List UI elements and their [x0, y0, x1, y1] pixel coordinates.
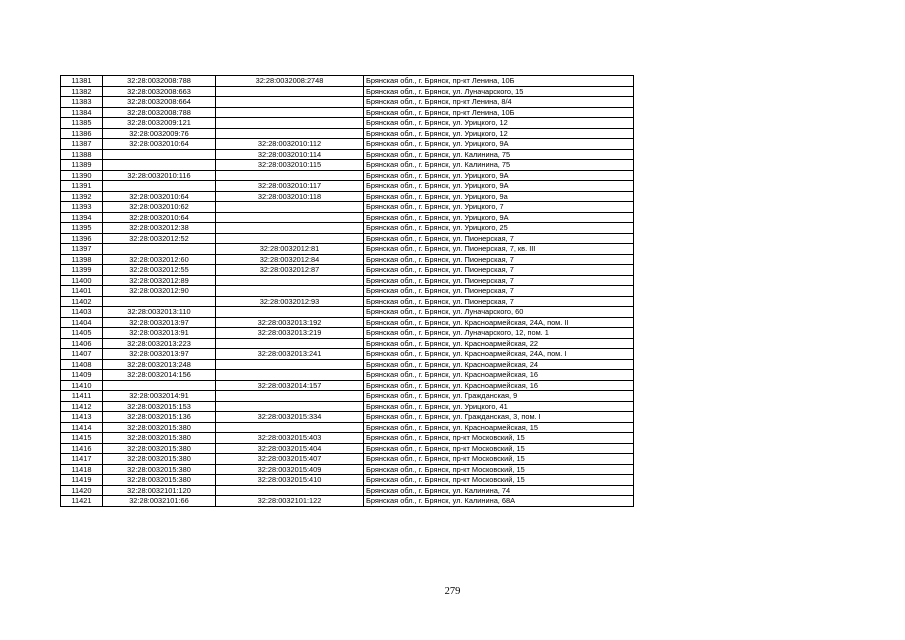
linked-cadastral-number-cell: 32:28:0032010:112 [216, 139, 364, 150]
table-row [61, 202, 634, 213]
linked-cadastral-number-cell: 32:28:0032010:118 [216, 191, 364, 202]
address-cell: Брянская обл., г. Брянск, ул. Пионерская, 7 [364, 254, 634, 265]
linked-cadastral-number-cell: 32:28:0032015:407 [216, 454, 364, 465]
cadastral-number-cell: 32:28:0032015:136 [103, 412, 216, 423]
cadastral-number-cell: 32:28:0032008:664 [103, 97, 216, 108]
linked-cadastral-number-cell: 32:28:0032012:84 [216, 254, 364, 265]
row-number-cell: 11401 [61, 286, 103, 297]
row-number-cell: 11389 [61, 160, 103, 171]
row-number-cell: 11413 [61, 412, 103, 423]
table-row [61, 76, 634, 87]
cadastral-number-cell: 32:28:0032015:380 [103, 422, 216, 433]
cadastral-number-cell: 32:28:0032012:90 [103, 286, 216, 297]
cadastral-number-cell [103, 149, 216, 160]
row-number-cell: 11418 [61, 464, 103, 475]
row-number-cell: 11384 [61, 107, 103, 118]
address-cell: Брянская обл., г. Брянск, пр-кт Московский, 15 [364, 464, 634, 475]
cadastral-number-cell: 32:28:0032012:55 [103, 265, 216, 276]
address-cell: Брянская обл., г. Брянск, ул. Пионерская, 7 [364, 296, 634, 307]
linked-cadastral-number-cell [216, 307, 364, 318]
linked-cadastral-number-cell [216, 86, 364, 97]
linked-cadastral-number-cell [216, 391, 364, 402]
linked-cadastral-number-cell [216, 233, 364, 244]
address-cell: Брянская обл., г. Брянск, пр-кт Московский, 15 [364, 443, 634, 454]
table-row [61, 212, 634, 223]
address-cell: Брянская обл., г. Брянск, пр-кт Московский, 15 [364, 433, 634, 444]
linked-cadastral-number-cell [216, 170, 364, 181]
page-number: 279 [444, 586, 461, 597]
address-cell: Брянская обл., г. Брянск, ул. Калинина, 75 [364, 149, 634, 160]
cadastral-number-cell: 32:28:0032014:156 [103, 370, 216, 381]
address-cell: Брянская обл., г. Брянск, ул. Красноармейская, 15 [364, 422, 634, 433]
cadastral-number-cell: 32:28:0032010:116 [103, 170, 216, 181]
cadastral-number-cell: 32:28:0032014:91 [103, 391, 216, 402]
cadastral-number-cell: 32:28:0032009:76 [103, 128, 216, 139]
row-number-cell: 11405 [61, 328, 103, 339]
address-cell: Брянская обл., г. Брянск, ул. Красноармейская, 16 [364, 370, 634, 381]
table-row [61, 160, 634, 171]
table-row [61, 349, 634, 360]
cadastral-number-cell [103, 160, 216, 171]
cadastral-number-cell: 32:28:0032012:60 [103, 254, 216, 265]
linked-cadastral-number-cell [216, 401, 364, 412]
table-row [61, 328, 634, 339]
register-body [61, 76, 634, 507]
row-number-cell: 11402 [61, 296, 103, 307]
table-row [61, 265, 634, 276]
table-row [61, 128, 634, 139]
address-cell: Брянская обл., г. Брянск, ул. Пионерская, 7, кв. III [364, 244, 634, 255]
linked-cadastral-number-cell: 32:28:0032010:114 [216, 149, 364, 160]
table-row [61, 254, 634, 265]
address-cell: Брянская обл., г. Брянск, пр-кт Московский, 15 [364, 475, 634, 486]
row-number-cell: 11414 [61, 422, 103, 433]
address-cell: Брянская обл., г. Брянск, ул. Гражданская, 3, пом. I [364, 412, 634, 423]
row-number-cell: 11393 [61, 202, 103, 213]
linked-cadastral-number-cell [216, 286, 364, 297]
cadastral-number-cell: 32:28:0032010:64 [103, 191, 216, 202]
linked-cadastral-number-cell: 32:28:0032013:219 [216, 328, 364, 339]
table-row [61, 443, 634, 454]
row-number-cell: 11420 [61, 485, 103, 496]
row-number-cell: 11397 [61, 244, 103, 255]
cadastral-number-cell: 32:28:0032015:380 [103, 475, 216, 486]
row-number-cell: 11411 [61, 391, 103, 402]
table-row [61, 391, 634, 402]
row-number-cell: 11419 [61, 475, 103, 486]
linked-cadastral-number-cell: 32:28:0032014:157 [216, 380, 364, 391]
address-cell: Брянская обл., г. Брянск, пр-кт Московский, 15 [364, 454, 634, 465]
linked-cadastral-number-cell: 32:28:0032008:2748 [216, 76, 364, 87]
cadastral-number-cell [103, 380, 216, 391]
cadastral-number-cell: 32:28:0032010:62 [103, 202, 216, 213]
row-number-cell: 11394 [61, 212, 103, 223]
cadastral-number-cell: 32:28:0032013:97 [103, 349, 216, 360]
cadastral-number-cell: 32:28:0032012:52 [103, 233, 216, 244]
table-row [61, 433, 634, 444]
row-number-cell: 11421 [61, 496, 103, 507]
row-number-cell: 11412 [61, 401, 103, 412]
linked-cadastral-number-cell [216, 370, 364, 381]
linked-cadastral-number-cell [216, 359, 364, 370]
table-row [61, 485, 634, 496]
address-cell: Брянская обл., г. Брянск, ул. Луначарского, 60 [364, 307, 634, 318]
row-number-cell: 11403 [61, 307, 103, 318]
table-row [61, 496, 634, 507]
table-row [61, 401, 634, 412]
table-row [61, 359, 634, 370]
cadastral-number-cell: 32:28:0032008:788 [103, 107, 216, 118]
table-row [61, 191, 634, 202]
row-number-cell: 11386 [61, 128, 103, 139]
row-number-cell: 11409 [61, 370, 103, 381]
table-row [61, 181, 634, 192]
cadastral-number-cell: 32:28:0032013:110 [103, 307, 216, 318]
address-cell: Брянская обл., г. Брянск, ул. Урицкого, 9А [364, 181, 634, 192]
linked-cadastral-number-cell: 32:28:0032012:93 [216, 296, 364, 307]
cadastral-number-cell: 32:28:0032008:663 [103, 86, 216, 97]
cadastral-number-cell [103, 296, 216, 307]
linked-cadastral-number-cell: 32:28:0032015:410 [216, 475, 364, 486]
linked-cadastral-number-cell: 32:28:0032012:87 [216, 265, 364, 276]
address-cell: Брянская обл., г. Брянск, ул. Красноармейская, 22 [364, 338, 634, 349]
address-cell: Брянская обл., г. Брянск, ул. Пионерская, 7 [364, 275, 634, 286]
table-row [61, 107, 634, 118]
linked-cadastral-number-cell: 32:28:0032101:122 [216, 496, 364, 507]
table-row [61, 275, 634, 286]
address-cell: Брянская обл., г. Брянск, ул. Урицкого, 12 [364, 118, 634, 129]
cadastral-number-cell: 32:28:0032015:153 [103, 401, 216, 412]
address-cell: Брянская обл., г. Брянск, ул. Гражданская, 9 [364, 391, 634, 402]
linked-cadastral-number-cell: 32:28:0032010:117 [216, 181, 364, 192]
address-cell: Брянская обл., г. Брянск, ул. Красноармейская, 24А, пом. II [364, 317, 634, 328]
address-cell: Брянская обл., г. Брянск, ул. Пионерская, 7 [364, 286, 634, 297]
table-row [61, 97, 634, 108]
linked-cadastral-number-cell: 32:28:0032010:115 [216, 160, 364, 171]
linked-cadastral-number-cell [216, 485, 364, 496]
address-cell: Брянская обл., г. Брянск, ул. Калинина, 75 [364, 160, 634, 171]
address-cell: Брянская обл., г. Брянск, ул. Урицкого, 41 [364, 401, 634, 412]
row-number-cell: 11406 [61, 338, 103, 349]
linked-cadastral-number-cell [216, 202, 364, 213]
row-number-cell: 11404 [61, 317, 103, 328]
row-number-cell: 11388 [61, 149, 103, 160]
address-cell: Брянская обл., г. Брянск, ул. Красноармейская, 24А, пом. I [364, 349, 634, 360]
cadastral-number-cell: 32:28:0032101:120 [103, 485, 216, 496]
cadastral-number-cell: 32:28:0032015:380 [103, 464, 216, 475]
table-row [61, 338, 634, 349]
linked-cadastral-number-cell [216, 107, 364, 118]
table-row [61, 380, 634, 391]
cadastral-number-cell [103, 244, 216, 255]
address-cell: Брянская обл., г. Брянск, ул. Калинина, 74 [364, 485, 634, 496]
address-cell: Брянская обл., г. Брянск, ул. Урицкого, 9А [364, 139, 634, 150]
cadastral-number-cell: 32:28:0032013:223 [103, 338, 216, 349]
linked-cadastral-number-cell [216, 223, 364, 234]
cadastral-number-cell: 32:28:0032009:121 [103, 118, 216, 129]
cadastral-number-cell: 32:28:0032015:380 [103, 454, 216, 465]
table-row [61, 286, 634, 297]
linked-cadastral-number-cell: 32:28:0032012:81 [216, 244, 364, 255]
linked-cadastral-number-cell [216, 128, 364, 139]
address-cell: Брянская обл., г. Брянск, ул. Урицкого, 9а [364, 191, 634, 202]
row-number-cell: 11398 [61, 254, 103, 265]
row-number-cell: 11390 [61, 170, 103, 181]
row-number-cell: 11392 [61, 191, 103, 202]
linked-cadastral-number-cell: 32:28:0032013:192 [216, 317, 364, 328]
row-number-cell: 11415 [61, 433, 103, 444]
table-row [61, 454, 634, 465]
table-row [61, 422, 634, 433]
linked-cadastral-number-cell: 32:28:0032015:404 [216, 443, 364, 454]
row-number-cell: 11387 [61, 139, 103, 150]
cadastral-number-cell: 32:28:0032013:97 [103, 317, 216, 328]
cadastral-number-cell: 32:28:0032013:248 [103, 359, 216, 370]
address-cell: Брянская обл., г. Брянск, пр-кт Ленина, 10Б [364, 76, 634, 87]
linked-cadastral-number-cell [216, 275, 364, 286]
cadastral-number-cell: 32:28:0032012:38 [103, 223, 216, 234]
address-cell: Брянская обл., г. Брянск, ул. Урицкого, 25 [364, 223, 634, 234]
cadastral-number-cell: 32:28:0032015:380 [103, 433, 216, 444]
row-number-cell: 11385 [61, 118, 103, 129]
cadastral-number-cell [103, 181, 216, 192]
table-row [61, 244, 634, 255]
address-cell: Брянская обл., г. Брянск, ул. Красноармейская, 24 [364, 359, 634, 370]
table-row [61, 317, 634, 328]
table-row [61, 296, 634, 307]
address-cell: Брянская обл., г. Брянск, ул. Пионерская, 7 [364, 265, 634, 276]
table-row [61, 139, 634, 150]
row-number-cell: 11383 [61, 97, 103, 108]
address-cell: Брянская обл., г. Брянск, ул. Урицкого, 9А [364, 212, 634, 223]
table-row [61, 149, 634, 160]
linked-cadastral-number-cell: 32:28:0032015:403 [216, 433, 364, 444]
table-row [61, 412, 634, 423]
cadastral-number-cell: 32:28:0032101:66 [103, 496, 216, 507]
address-cell: Брянская обл., г. Брянск, ул. Урицкого, 12 [364, 128, 634, 139]
table-row [61, 307, 634, 318]
row-number-cell: 11416 [61, 443, 103, 454]
table-row [61, 170, 634, 181]
linked-cadastral-number-cell: 32:28:0032015:334 [216, 412, 364, 423]
address-cell: Брянская обл., г. Брянск, ул. Урицкого, 7 [364, 202, 634, 213]
linked-cadastral-number-cell: 32:28:0032013:241 [216, 349, 364, 360]
register-table [60, 75, 634, 507]
row-number-cell: 11407 [61, 349, 103, 360]
table-row [61, 86, 634, 97]
cadastral-number-cell: 32:28:0032010:64 [103, 212, 216, 223]
table-row [61, 370, 634, 381]
table-row [61, 118, 634, 129]
linked-cadastral-number-cell [216, 212, 364, 223]
row-number-cell: 11381 [61, 76, 103, 87]
row-number-cell: 11391 [61, 181, 103, 192]
address-cell: Брянская обл., г. Брянск, ул. Красноармейская, 16 [364, 380, 634, 391]
table-row [61, 233, 634, 244]
linked-cadastral-number-cell: 32:28:0032015:409 [216, 464, 364, 475]
row-number-cell: 11395 [61, 223, 103, 234]
row-number-cell: 11382 [61, 86, 103, 97]
linked-cadastral-number-cell [216, 97, 364, 108]
address-cell: Брянская обл., г. Брянск, пр-кт Ленина, 8/4 [364, 97, 634, 108]
cadastral-number-cell: 32:28:0032010:64 [103, 139, 216, 150]
address-cell: Брянская обл., г. Брянск, ул. Луначарского, 15 [364, 86, 634, 97]
row-number-cell: 11417 [61, 454, 103, 465]
table-row [61, 223, 634, 234]
address-cell: Брянская обл., г. Брянск, ул. Урицкого, 9А [364, 170, 634, 181]
cadastral-number-cell: 32:28:0032013:91 [103, 328, 216, 339]
table-row [61, 464, 634, 475]
address-cell: Брянская обл., г. Брянск, ул. Калинина, 68А [364, 496, 634, 507]
cadastral-number-cell: 32:28:0032008:788 [103, 76, 216, 87]
row-number-cell: 11400 [61, 275, 103, 286]
table-row [61, 475, 634, 486]
linked-cadastral-number-cell [216, 338, 364, 349]
address-cell: Брянская обл., г. Брянск, ул. Пионерская, 7 [364, 233, 634, 244]
row-number-cell: 11396 [61, 233, 103, 244]
linked-cadastral-number-cell [216, 118, 364, 129]
cadastral-number-cell: 32:28:0032015:380 [103, 443, 216, 454]
cadastral-number-cell: 32:28:0032012:89 [103, 275, 216, 286]
row-number-cell: 11408 [61, 359, 103, 370]
row-number-cell: 11410 [61, 380, 103, 391]
row-number-cell: 11399 [61, 265, 103, 276]
address-cell: Брянская обл., г. Брянск, пр-кт Ленина, 10Б [364, 107, 634, 118]
linked-cadastral-number-cell [216, 422, 364, 433]
address-cell: Брянская обл., г. Брянск, ул. Луначарского, 12, пом. 1 [364, 328, 634, 339]
